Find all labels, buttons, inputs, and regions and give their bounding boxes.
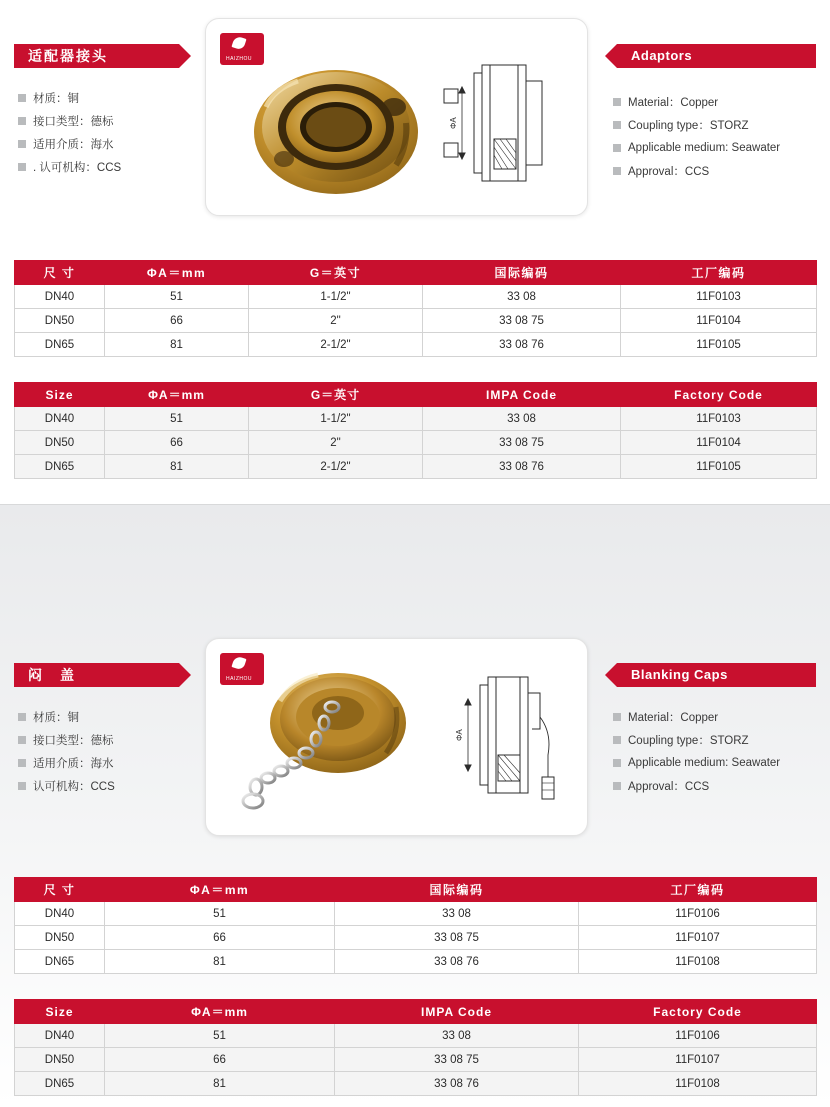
square-bullet-icon [613,736,621,744]
col-header: 尺 寸 [15,261,105,285]
cell: 66 [105,309,249,333]
cell: 33 08 [423,407,621,431]
section2-title-en: Blanking Caps [617,663,816,687]
cell: DN40 [15,285,105,309]
cell: 33 08 75 [335,926,579,950]
table-row [15,902,817,926]
spec-item: Material：Copper [613,90,828,113]
table-row [15,333,817,357]
section1-table-en [14,382,817,479]
col-header: G＝英寸 [249,383,423,407]
cell: DN65 [15,1072,105,1096]
table-row [15,926,817,950]
col-header: IMPA Code [423,383,621,407]
spec-item: Approval：CCS [613,774,828,797]
spec-item: 认可机构：CCS [18,774,198,797]
square-bullet-icon [18,140,26,148]
cell: 33 08 [423,285,621,309]
technical-drawing-adaptor [434,43,574,203]
table-row [15,950,817,974]
spec-item: 材质：铜 [18,86,198,109]
cell: 51 [105,285,249,309]
square-bullet-icon [613,121,621,129]
cell: 66 [105,431,249,455]
spec-item: Material：Copper [613,705,828,728]
square-bullet-icon [613,759,621,767]
spec-item: 材质：铜 [18,705,198,728]
cell: 33 08 76 [335,950,579,974]
section2-table-cn [14,877,817,974]
technical-drawing-blanking-cap [436,659,576,824]
cell: 11F0103 [621,407,817,431]
cell: 2-1/2" [249,333,423,357]
table-row [15,407,817,431]
cell: 81 [105,1072,335,1096]
section1-title-en: Adaptors [617,44,816,68]
section2-product-card [205,638,588,836]
section2-specs-en [613,705,828,797]
product-photo-blanking-cap [236,661,431,831]
cell: 11F0108 [579,950,817,974]
cell: DN50 [15,926,105,950]
square-bullet-icon [613,782,621,790]
table-header-row [15,878,817,902]
section1-product-card [205,18,588,216]
cell: 11F0104 [621,309,817,333]
cell: 81 [105,950,335,974]
brand-logo: HAIZHOU [220,653,264,685]
cell: DN50 [15,309,105,333]
product-photo-adaptor [246,47,426,207]
table-header-row [15,261,817,285]
cell: 33 08 [335,902,579,926]
col-header: ΦA＝mm [105,878,335,902]
col-header: ΦA＝mm [105,383,249,407]
cell: 51 [105,902,335,926]
table-row [15,285,817,309]
section2-title-cn: 闷 盖 [14,663,179,687]
square-bullet-icon [613,713,621,721]
cell: 33 08 75 [335,1048,579,1072]
table-header-row [15,1000,817,1024]
cell: 11F0106 [579,1024,817,1048]
cell: DN65 [15,455,105,479]
col-header: ΦA＝mm [105,1000,335,1024]
section2-specs-cn [18,705,198,797]
square-bullet-icon [613,98,621,106]
cell: 66 [105,926,335,950]
spec-item: 适用介质：海水 [18,751,198,774]
spec-item: Applicable medium: Seawater [613,751,828,774]
square-bullet-icon [18,94,26,102]
cell: 1-1/2" [249,285,423,309]
square-bullet-icon [613,144,621,152]
col-header: G＝英寸 [249,261,423,285]
cell: DN40 [15,902,105,926]
cell: 11F0105 [621,333,817,357]
cell: 11F0106 [579,902,817,926]
square-bullet-icon [18,117,26,125]
spec-item: Coupling type：STORZ [613,728,828,751]
cell: 81 [105,455,249,479]
cell: 33 08 [335,1024,579,1048]
col-header: Factory Code [579,1000,817,1024]
square-bullet-icon [18,759,26,767]
square-bullet-icon [18,782,26,790]
cell: 33 08 76 [335,1072,579,1096]
spec-item: 接口类型：德标 [18,109,198,132]
square-bullet-icon [18,163,26,171]
section-adaptors [0,0,830,505]
col-header: IMPA Code [335,1000,579,1024]
table-row [15,1048,817,1072]
cell: DN50 [15,431,105,455]
section1-title-cn: 适配器接头 [14,44,179,68]
cell: DN65 [15,950,105,974]
table-row [15,1024,817,1048]
section-blanking-caps [0,505,830,1107]
col-header: 工厂编码 [621,261,817,285]
cell: 2" [249,431,423,455]
cell: DN40 [15,407,105,431]
cell: 33 08 75 [423,309,621,333]
section1-specs-en [613,90,828,182]
table-row [15,431,817,455]
section1-table-cn [14,260,817,357]
cell: 11F0107 [579,926,817,950]
square-bullet-icon [18,713,26,721]
spec-item: Applicable medium: Seawater [613,136,828,159]
cell: DN50 [15,1048,105,1072]
cell: 51 [105,407,249,431]
spec-item: . 认可机构：CCS [18,155,198,178]
col-header: 国际编码 [423,261,621,285]
brand-logo: HAIZHOU [220,33,264,65]
table-row [15,1072,817,1096]
square-bullet-icon [613,167,621,175]
cell: DN40 [15,1024,105,1048]
square-bullet-icon [18,736,26,744]
cell: 11F0105 [621,455,817,479]
cell: 81 [105,333,249,357]
col-header: 尺 寸 [15,878,105,902]
col-header: 国际编码 [335,878,579,902]
cell: DN65 [15,333,105,357]
cell: 51 [105,1024,335,1048]
col-header: Size [15,1000,105,1024]
cell: 33 08 75 [423,431,621,455]
cell: 11F0107 [579,1048,817,1072]
table-row [15,455,817,479]
cell: 2-1/2" [249,455,423,479]
cell: 33 08 76 [423,455,621,479]
col-header: ΦA＝mm [105,261,249,285]
section1-specs-cn [18,86,198,178]
col-header: Size [15,383,105,407]
flame-icon [231,35,246,50]
section2-table-en [14,999,817,1096]
cell: 33 08 76 [423,333,621,357]
table-row [15,309,817,333]
cell: 1-1/2" [249,407,423,431]
spec-item: 接口类型：德标 [18,728,198,751]
spec-item: Coupling type：STORZ [613,113,828,136]
spec-item: Approval：CCS [613,159,828,182]
cell: 11F0104 [621,431,817,455]
spec-item: 适用介质：海水 [18,132,198,155]
drawing-dimension-label: ΦA [449,117,458,129]
cell: 11F0108 [579,1072,817,1096]
drawing-dimension-label: ΦA [455,729,464,741]
cell: 66 [105,1048,335,1072]
col-header: 工厂编码 [579,878,817,902]
cell: 11F0103 [621,285,817,309]
cell: 2" [249,309,423,333]
table-header-row [15,383,817,407]
col-header: Factory Code [621,383,817,407]
